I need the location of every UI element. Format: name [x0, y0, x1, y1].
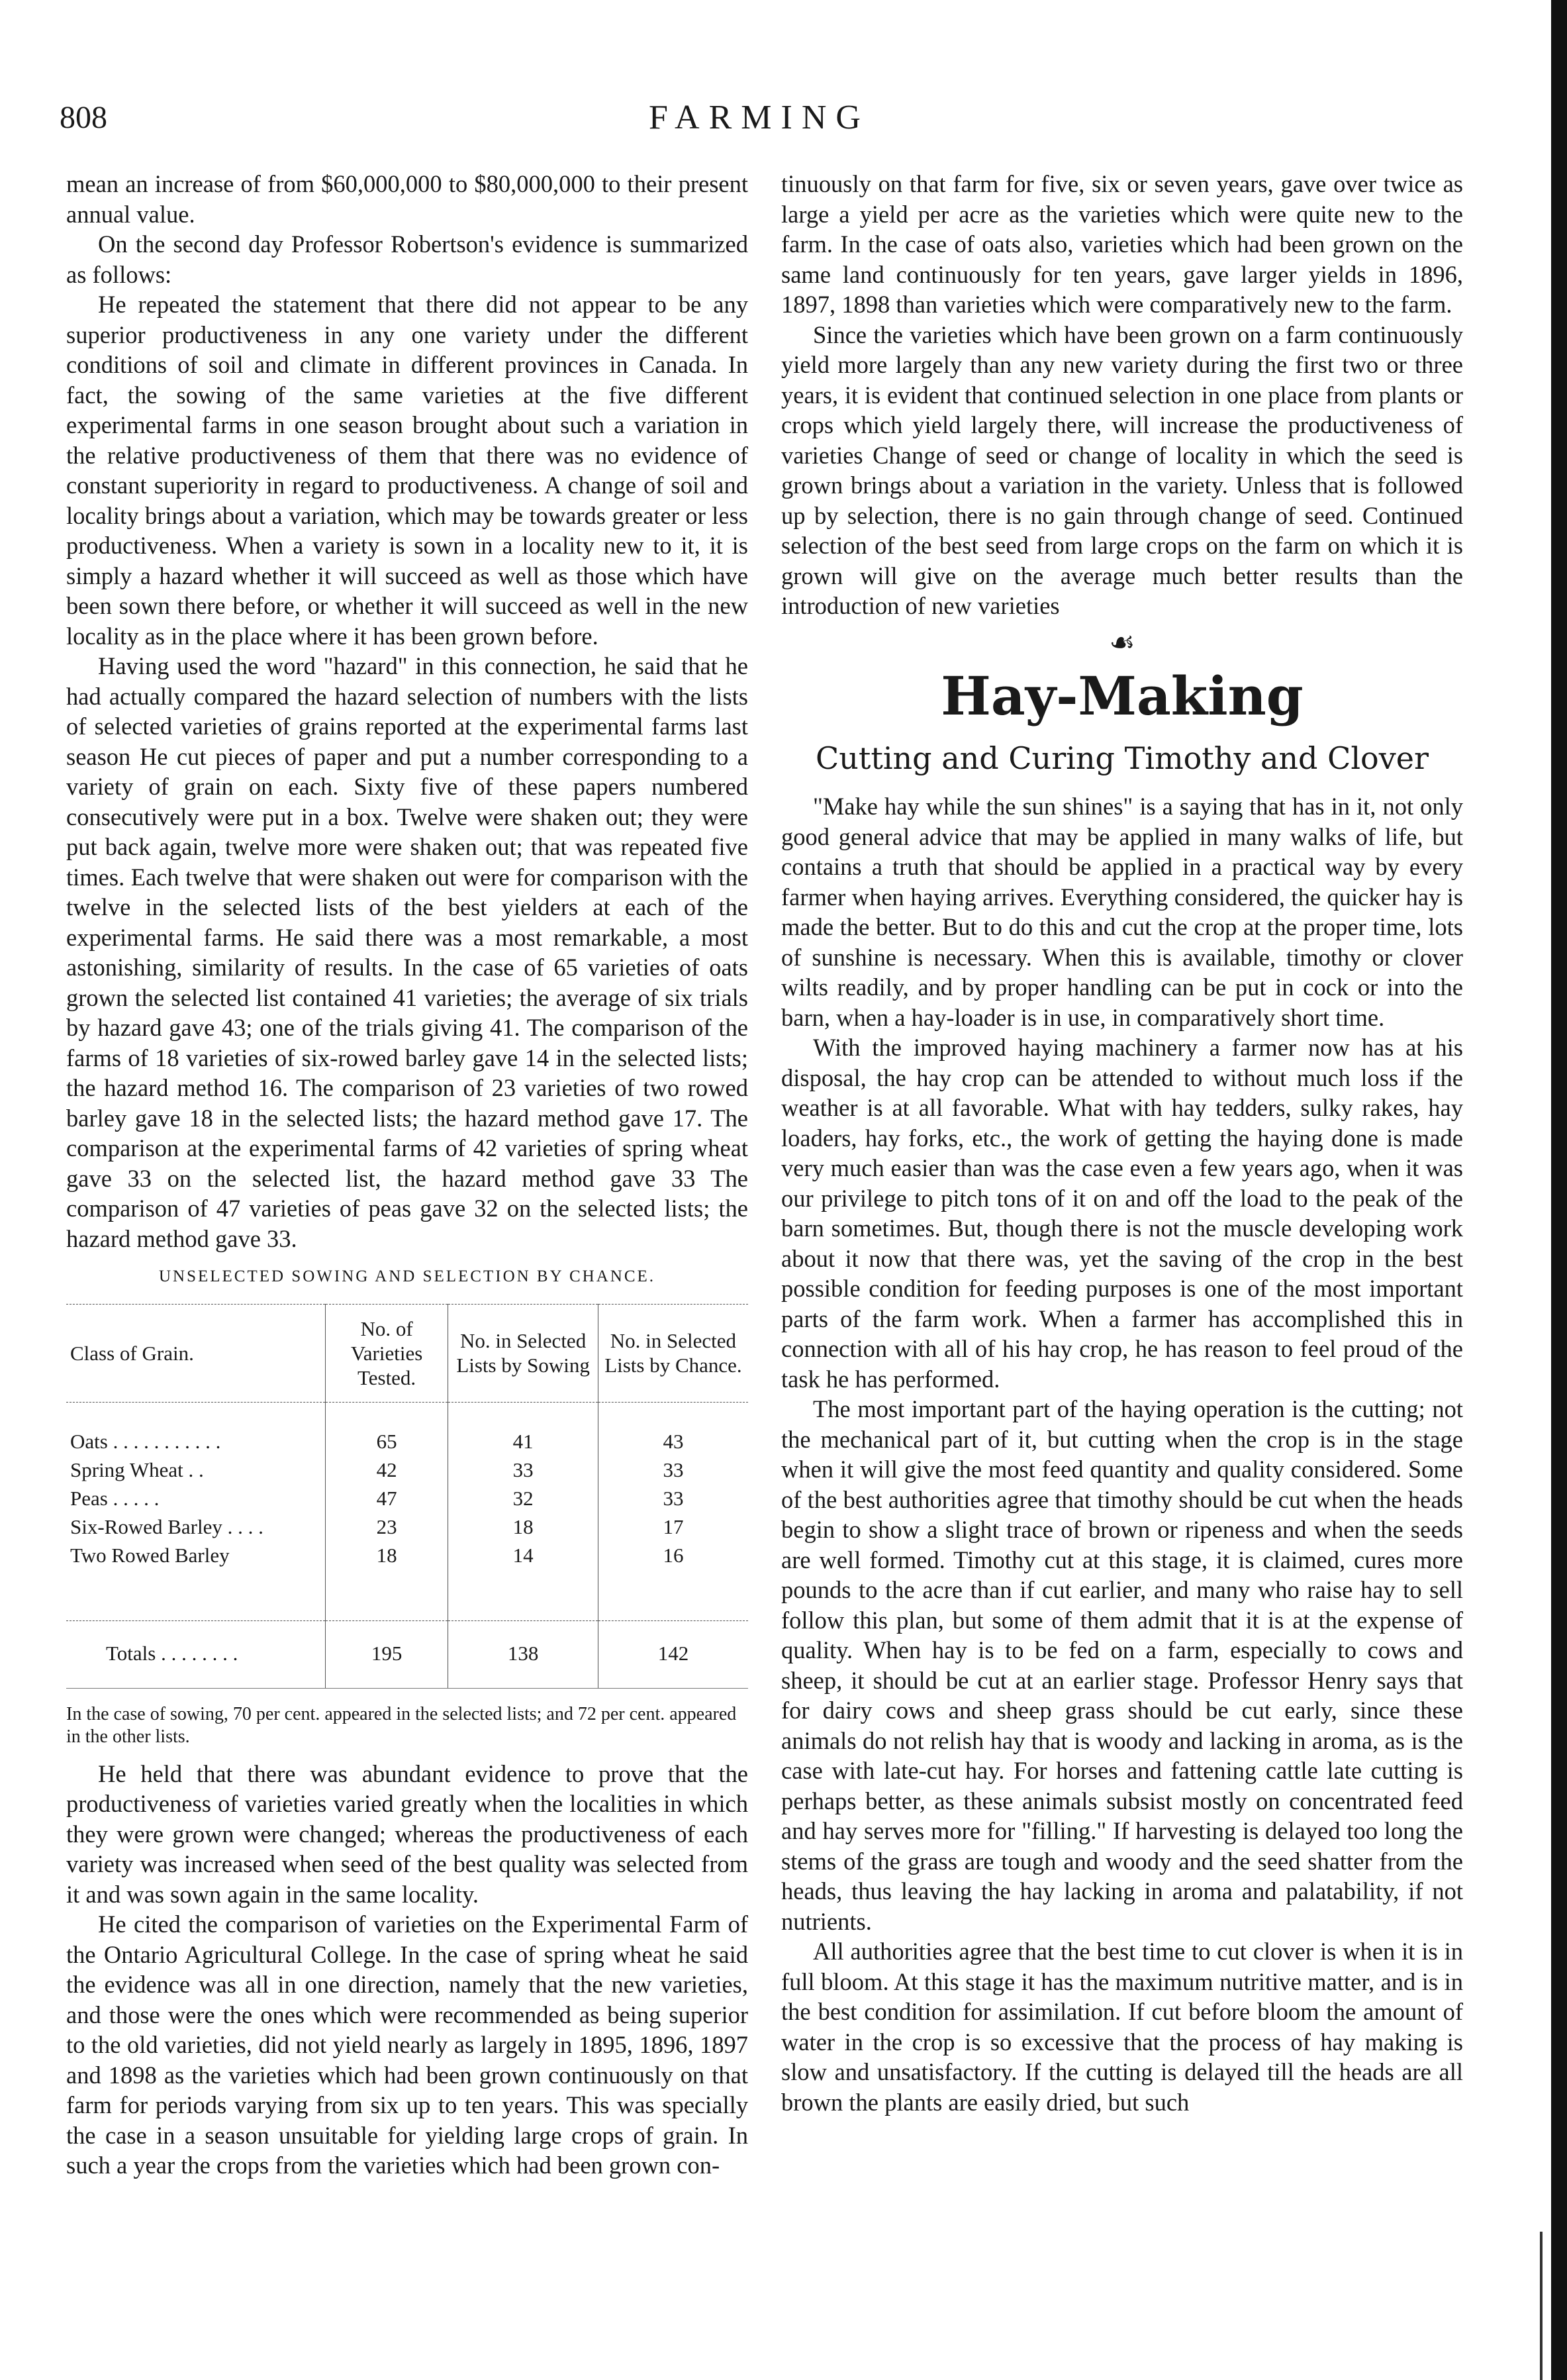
table-cell: 43 — [598, 1402, 748, 1456]
paragraph: He cited the comparison of varieties on the Experimental Farm of the Ontario Agricultural College. In the case of spring wheat he said the evidence was all in one direction, namely that the new varieties, and those were the ones which were recommended as being superior to the old varieties, did not yield nearly as largely in 1895, 1896, 1897 and 1898 as the varieties which had been grown continuously on that farm for periods varying from six up to ten years. This was specially the case in a season unsuitable for yielding large crops of grain. In such a year the crops from the varieties which had been grown con- — [66, 1910, 748, 2179]
fleuron-ornament: ☙ — [1109, 626, 1135, 659]
table-cell: 138 — [448, 1620, 598, 1688]
paragraph: He held that there was abundant evidence to prove that the productiveness of varieties varied greatly when the localities in which they were grown were changed; whereas the productiveness of each variety was increased when seed of the best quality was selected from it and was sown again in the same locality. — [66, 1760, 748, 1908]
table-cell: 47 — [325, 1484, 448, 1512]
table-header-row — [66, 1304, 748, 1402]
table-title: UNSELECTED SOWING AND SELECTION BY CHANCE. — [158, 1267, 656, 1285]
page-edge-bar — [1551, 0, 1567, 2380]
table-cell: 41 — [448, 1402, 598, 1456]
column-header: No. in Selected Lists by Chance. — [598, 1304, 748, 1402]
paragraph: He repeated the statement that there did not appear to be any superior productiveness in any one variety under the different conditions of soil and climate in different provinces in Canada. In fact, the sowing of the same varieties at the five different experimental farms in one season brought about such a variation in the relative productiveness of them that there was no evidence of constant superiority in regard to productiveness. A change of soil and locality brings about a variation, which may be towards greater or less productiveness. When a variety is sown in a locality new to it, it is simply a hazard whether it will succeed as well as those which have been sown there before, or whether it will succeed as well in the new locality as in the place where it has been grown before. — [66, 291, 748, 650]
table-cell: Peas . . . . . — [70, 1486, 160, 1510]
table-cell: 65 — [325, 1402, 448, 1456]
table-cell: 32 — [448, 1484, 598, 1512]
table-row — [66, 1541, 748, 1621]
table-cell: 17 — [598, 1512, 748, 1541]
table-cell: 142 — [598, 1620, 748, 1688]
paragraph: All authorities agree that the best time to cut clover is when it is in full bloom. At this stage it has the maximum nutritive matter, and is in the best condition for assimilation. If cut before bloom the amount of water in the crop is so excessive that the process of hay making is slow and unsatisfactory. If the cutting is delayed till the heads are all brown the plants are easily dried, but such — [781, 1938, 1463, 2116]
table-cell: Oats . . . . . . . . . . . — [70, 1429, 221, 1453]
paragraph: "Make hay while the sun shines" is a saying that has in it, not only good general advice that may be applied in many walks of life, but contains a truth that should be applied in a practical way by every farmer when haying arrives. Everything considered, the quicker hay is made the better. But to do this and cut the crop at the proper time, lots of sunshine is necessary. When this is available, timothy or clover wilts readily, and by proper handling can be put in cock or into the barn, when a hay-loader is in use, in comparatively short time. — [781, 793, 1463, 1031]
table-cell: 18 — [448, 1512, 598, 1541]
table-cell: Spring Wheat . . — [70, 1458, 204, 1481]
table-cell: 33 — [598, 1456, 748, 1484]
column-header: No. of Varieties Tested. — [325, 1304, 448, 1402]
table-footnote: In the case of sowing, 70 per cent. appeared in the selected lists; and 72 per cent. appeared in the other lists. — [66, 1703, 737, 1747]
table-cell: Six-Rowed Barley . . . . — [70, 1514, 263, 1538]
left-column — [66, 169, 748, 2181]
page-number: 808 — [60, 100, 107, 135]
table-row — [66, 1512, 748, 1541]
table-cell: 23 — [325, 1512, 448, 1541]
page-edge-line — [1540, 2232, 1543, 2380]
paragraph: On the second day Professor Robertson's evidence is summarized as follows: — [66, 230, 748, 288]
table-cell: 42 — [325, 1456, 448, 1484]
grain-table — [66, 1304, 748, 1689]
table-row — [66, 1484, 748, 1512]
table-cell: 18 — [325, 1541, 448, 1621]
table-row — [66, 1402, 748, 1456]
right-column — [781, 169, 1463, 2117]
article-title: Hay-Making — [941, 665, 1304, 727]
paragraph: Since the varieties which have been grown on a farm continuously yield more largely than any new variety during the first two or three years, it is evident that continued selection in one place from plants or crops which yield largely there, will increase the productiveness of varieties Change of seed or change of locality in which the seed is grown brings about a variation in the variety. Unless that is followed up by selection, there is no gain through change of seed. Continued selection of the best seed from large crops on the farm on which it is grown will give on the average much better results than the introduction of new varieties — [781, 321, 1463, 619]
column-header: No. in Selected Lists by Sowing — [448, 1304, 598, 1402]
table-cell: Totals . . . . . . . . — [66, 1620, 325, 1688]
running-title: FARMING — [649, 99, 870, 136]
table-cell: Two Rowed Barley — [70, 1543, 230, 1567]
paragraph: mean an increase of from $60,000,000 to $80,000,000 to their present annual value. — [66, 170, 748, 228]
article-subtitle: Cutting and Curing Timothy and Clover — [816, 740, 1429, 776]
table-cell: 33 — [448, 1456, 598, 1484]
table-row — [66, 1456, 748, 1484]
paragraph: Having used the word "hazard" in this connection, he said that he had actually compared the hazard selection of numbers with the lists of selected varieties of grains reported at the experimental farms last season He cut pieces of paper and put a number corresponding to a variety of grain on each. Sixty five of these papers numbered consecutively were put in a box. Twelve were shaken out; they were put back again, twelve more were shaken out; that was repeated five times. Each twelve that were shaken out were for comparison with the twelve in the selected lists of the best yielders at each of the experimental farms. He said there was a most remarkable, a most astonishing, similarity of results. In the case of 65 varieties of oats grown the selected list contained 41 varieties; the average of six trials by hazard gave 43; one of the trials giving 41. The comparison of the farms of 18 varieties of six-rowed barley gave 14 in the selected lists; the hazard method 16. The comparison of 23 varieties of two rowed barley gave 18 in the selected lists; the hazard method gave 17. The comparison at the experimental farms of 42 varieties of spring wheat gave 33 on the selected list, the hazard method gave 33 The comparison of 47 varieties of peas gave 32 on the selected lists; the hazard method gave 33. — [66, 652, 748, 1252]
table-cell: 195 — [325, 1620, 448, 1688]
paragraph: tinuously on that farm for five, six or seven years, gave over twice as large a yield per acre as the varieties which were quite new to the farm. In the case of oats also, varieties which had been grown on the same land continuously for ten years, gave larger yields in 1896, 1897, 1898 than varieties which were comparatively new to the farm. — [781, 170, 1463, 318]
paragraph: The most important part of the haying operation is the cutting; not the mechanical part of it, but cutting when the crop is in the stage when it will give the most feed quantity and quality considered. Some of the best authorities agree that timothy should be cut when the heads begin to show a slight trace of brown or ripeness and when the seeds are well formed. Timothy cut at this stage, it is claimed, cures more pounds to the acre than if cut earlier, and many who raise hay to sell follow this plan, but some of them admit that it is at the expense of quality. When hay is to be fed on a farm, especially to cows and sheep, it should be cut at an earlier stage. Professor Henry says that for dairy cows and sheep grass should be cut early, since these animals do not relish hay that is woody and lacking in aroma, as is the case with late-cut hay. For horses and fattening cattle late cutting is perhaps better, as these animals subsist mostly on concentrated feed and hay serves more for "filling." If harvesting is delayed too long the stems of the grass are tough and woody and the seed shatter from the heads, thus leaving the hay lacking in aroma and palatability, if not nutrients. — [781, 1395, 1463, 1935]
column-header: Class of Grain. — [66, 1304, 325, 1402]
table-cell: 16 — [598, 1541, 748, 1621]
table-cell: 33 — [598, 1484, 748, 1512]
table-cell: 14 — [448, 1541, 598, 1621]
paragraph: With the improved haying machinery a farmer now has at his disposal, the hay crop can be attended to without much loss if the weather is at all favorable. What with hay tedders, sulky rakes, hay loaders, hay forks, etc., the work of getting the haying done is made very much easier than was the case even a few years ago, when it was our privilege to pitch tons of it on and off the load to the peak of the barn sometimes. But, though there is not the muscle developing work about it now that there was, yet the saving of the crop in the best possible condition for feeding purposes is one of the most important parts of the farm work. When a farmer has accomplished this in connection with all of his hay crop, he has reason to feel proud of the task he has performed. — [781, 1034, 1463, 1393]
table-totals-row — [66, 1620, 748, 1688]
